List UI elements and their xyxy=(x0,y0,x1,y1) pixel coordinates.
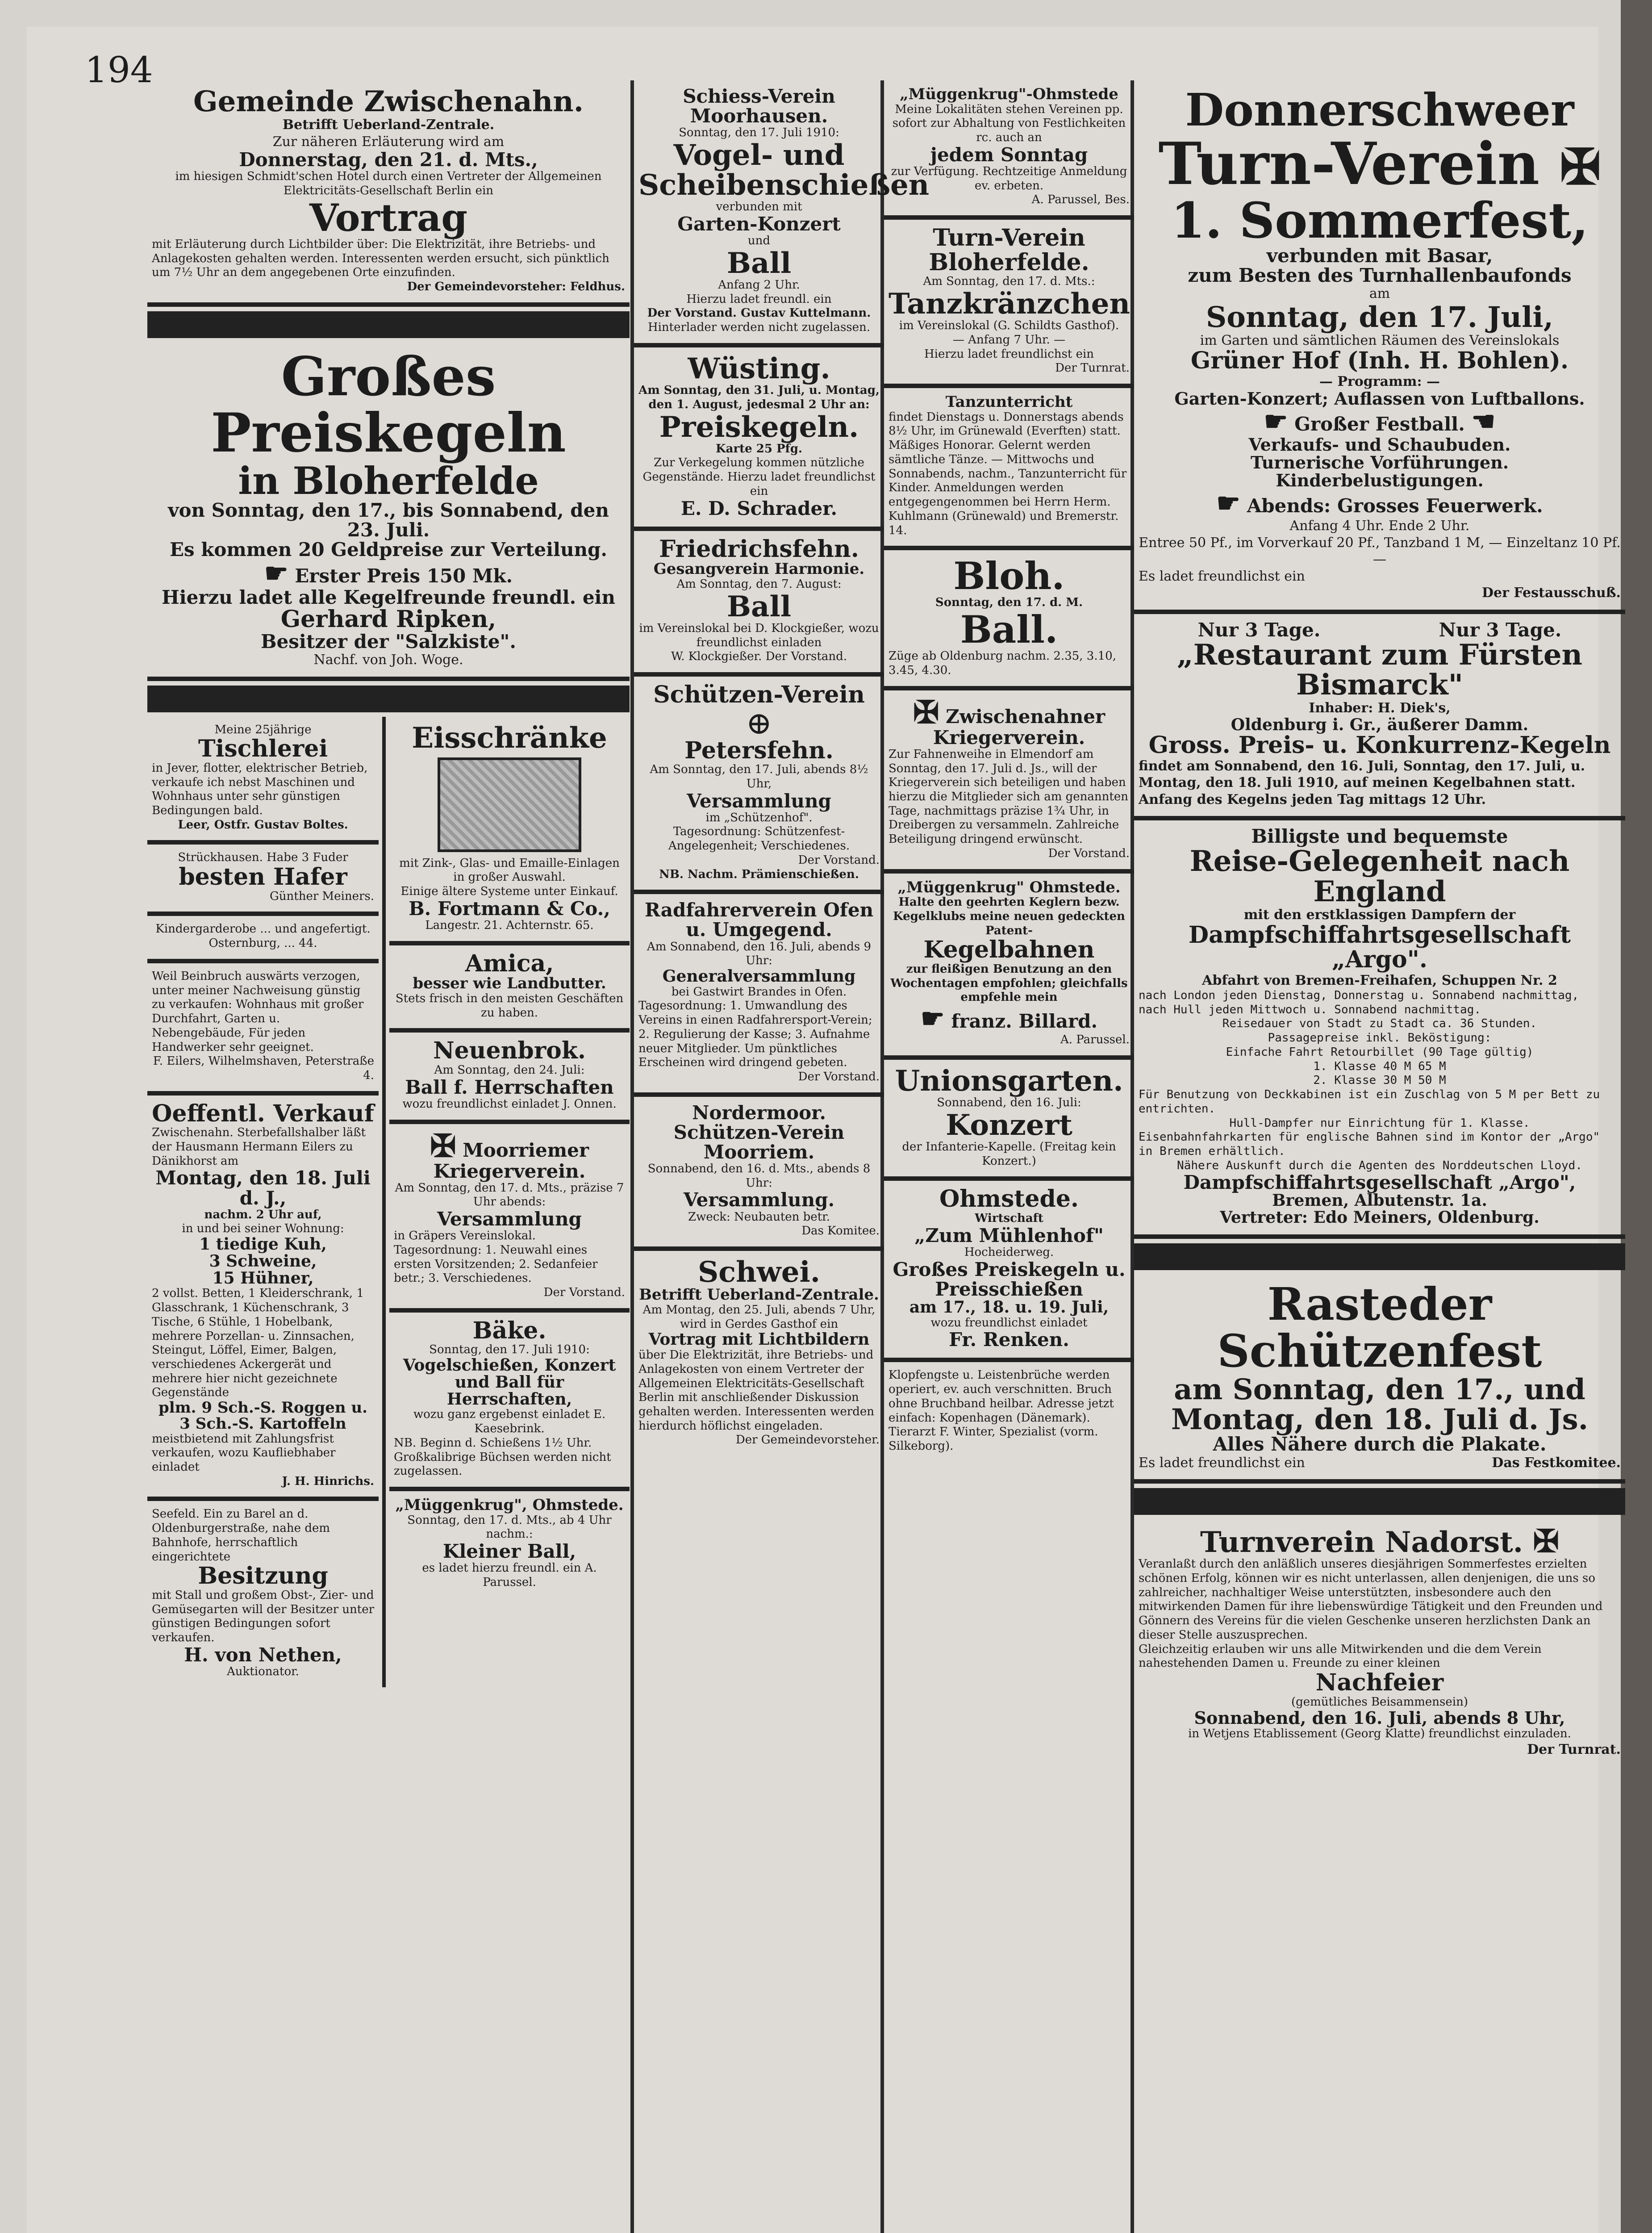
ad-event: Konzert xyxy=(946,1108,1072,1142)
ad-text: Eisenbahnfahrkarten für englische Bahnen sind im Kontor der „Argo" in Bremen erhältlich. xyxy=(1139,1130,1600,1158)
page-edge-shadow xyxy=(1621,0,1652,2233)
column-1-right-ads xyxy=(386,717,630,1687)
ad-price-row: 1. Klasse 40 M 65 M xyxy=(1313,1059,1446,1073)
column-4 xyxy=(1134,80,1625,2233)
ad-signature: E. D. Schrader. xyxy=(680,497,838,519)
ad-signature: A. Parussel, Bes. xyxy=(1031,193,1130,207)
ad-programme-item: Verkaufs- und Schaubuden. xyxy=(1248,435,1511,455)
turner-cross-icon: ✠ xyxy=(1560,138,1601,196)
ad-programme-item: Turnerische Vorführungen. xyxy=(1250,452,1509,473)
ad-text: in großer Auswahl. xyxy=(453,870,566,884)
ad-body: in Gräpers Vereinslokal. Tagesordnung: 1. Neuwahl eines ersten Vorsitzenden; 2. Sedanfeier betr.; 3. Verschiedenes. xyxy=(394,1229,598,1285)
ad-event: Garten-Konzert xyxy=(677,213,841,235)
ad-subtitle: Gesangverein Harmonie. xyxy=(653,560,865,578)
ad-subtitle: Betrifft Ueberland-Zentrale. xyxy=(639,1286,879,1304)
ad-name: „Zum Mühlenhof" xyxy=(914,1224,1104,1246)
ad-signature: Der Turnrat. xyxy=(1055,361,1130,375)
ad-title: Tischlerei xyxy=(198,735,328,763)
ad-title: „Müggenkrug", Ohmstede. xyxy=(395,1496,624,1514)
pointing-hand-icon: ☛ xyxy=(264,558,288,590)
ad-location: im Vereinslokal (G. Schildts Gasthof). xyxy=(899,319,1119,333)
ad-text: Anfang 2 Uhr. xyxy=(718,278,800,292)
ad-programme-text: Abends: Grosses Feuerwerk. xyxy=(1247,495,1543,517)
ad-programme-item xyxy=(1139,489,1621,518)
ad-baeke xyxy=(389,1313,630,1491)
ad-time: nachm. 2 Uhr auf, xyxy=(204,1208,322,1221)
ad-signature: J. H. Hinrichs. xyxy=(282,1474,375,1488)
ad-title-text: Zwischenahner Kriegerverein. xyxy=(933,705,1106,749)
ad-title: Amica, xyxy=(465,949,554,977)
ad-text: — Anfang 7 Uhr. — xyxy=(952,333,1066,347)
ad-body: Zur Fahnenweihe in Elmendorf am Sonntag, den 17. Juli d. Js., will der Kriegerverein sich beteiligen und haben hierzu die Mitglieder sich am genannten Tage, nachmittags präzise 1¾ Uhr, in Dreibergen zu versammeln. Zahlreiche Beteiligung dringend erwünscht. xyxy=(889,747,1128,846)
page-number: 194 xyxy=(85,49,153,91)
ad-turnverein-nadorst xyxy=(1134,1519,1625,1766)
ad-title xyxy=(394,1127,625,1182)
iron-cross-icon: ✠ xyxy=(913,693,939,731)
divider-bar xyxy=(1134,1243,1625,1270)
ad-body: findet Dienstags u. Donnerstags abends 8½ Uhr, im Grünewald (Everften) statt. Mäßiges Honorar. Gelernt werden sämtliche Tänze. — Mittwochs und Sonnabends, nachm., Tanzunterricht für Kinder. Anmeldungen werden entgegengenommen bei Herrn Herm. Kuhlmann (Grünewald) und Bremerstr. 14. xyxy=(889,410,1127,537)
ad-text: Passagepreise inkl. Beköstigung: xyxy=(1268,1031,1492,1045)
ad-note: Züge ab Oldenburg nachm. 2.35, 3.10, 3.45, 4.30. xyxy=(889,649,1116,677)
ad-prize xyxy=(152,560,625,588)
ad-item: 3 Schweine, xyxy=(209,1251,317,1271)
ad-subtitle: (gemütliches Beisammensein) xyxy=(1291,1695,1468,1709)
ad-rasteder-schuetzenfest xyxy=(1134,1275,1625,1484)
divider-bar xyxy=(147,311,630,338)
ad-unionsgarten xyxy=(884,1060,1134,1181)
divider-bar xyxy=(1134,1488,1625,1515)
column-rule xyxy=(630,80,634,2233)
ad-hafer xyxy=(147,845,379,916)
ad-event: Vortrag mit Lichtbildern xyxy=(648,1330,870,1349)
ad-headline: Vortrag xyxy=(309,195,467,240)
ad-event: Ball f. Herrschaften xyxy=(405,1076,614,1098)
ad-title: Radfahrerverein Ofen u. Umgegend. xyxy=(644,899,874,941)
ad-firm: B. Fortmann & Co., xyxy=(409,897,610,920)
column-2 xyxy=(634,80,930,2233)
ad-representative: Vertreter: Edo Meiners, Oldenburg. xyxy=(1220,1208,1539,1227)
ad-date: Sonntag, den 17. d. M. xyxy=(935,596,1083,610)
ad-zwischenahner-kriegerverein xyxy=(884,690,1134,874)
ad-body: in Jever, flotter, elektrischer Betrieb, verkaufe ich nebst Maschinen und Wohnhaus unter sehr günstigen Bedingungen bald. xyxy=(152,761,368,817)
ad-restaurant-fuerst-bismarck xyxy=(1134,614,1625,821)
ad-signature: Der Gemeindevorsteher. xyxy=(735,1433,880,1447)
ad-signature: Der Vorstand. xyxy=(543,1286,625,1300)
ad-invite: Es ladet freundlichst ein xyxy=(1139,1455,1305,1471)
ad-wohnhaus xyxy=(147,963,379,1096)
ad-body: im Vereinslokal bei D. Klockgießer, wozu freundlichst einladen xyxy=(639,621,879,649)
ad-text: Kindergarderobe ... und angefertigt. Osternburg, ... 44. xyxy=(155,922,371,950)
ad-date: Donnerstag, den 21. d. Mts., xyxy=(239,149,538,171)
ad-text: Einige ältere Systeme unter Einkauf. xyxy=(400,885,618,899)
ad-event: Versammlung xyxy=(437,1208,582,1230)
ad-price-row: 2. Klasse 30 M 50 M xyxy=(1313,1074,1446,1087)
ad-date: Am Montag, den 25. Juli, abends 7 Uhr, wird in Gerdes Gasthof ein xyxy=(642,1303,876,1331)
ad-body: Veranlaßt durch den anläßlich unseres diesjährigen Sommerfestes erzielten schönen Erfolg, können wir es nicht unterlassen, allen denjenigen, die uns so zahlreicher, nachhaltiger Weise unterstützten, insbesondere auch den mitwirkenden Damen für ihre liebenswürdige Tätigkeit und den Freunden und Gönnern des Vereins für die vielen Geschenke unseren herzlichsten Dank an dieser Stelle auszusprechen. xyxy=(1139,1557,1603,1642)
ad-body: Tagesordnung: Schützenfest-Angelegenheit; Verschiedenes. xyxy=(668,825,850,853)
ad-tanzunterricht xyxy=(884,388,1134,550)
ad-title: „Restaurant zum Fürsten Bismarck" xyxy=(1176,638,1583,702)
ad-title: „Müggenkrug" Ohmstede. xyxy=(897,878,1121,896)
ad-programme-item xyxy=(1139,408,1621,436)
ad-text: am xyxy=(1369,286,1390,302)
ad-text: Für Benutzung von Deckkabinen ist ein Zuschlag von 5 M per Bett zu entrichten. xyxy=(1139,1088,1600,1116)
ad-event: Kleiner Ball, xyxy=(442,1540,576,1563)
ad-where: in und bei seiner Wohnung: xyxy=(182,1222,344,1236)
ad-banner-text: Nur 3 Tage. xyxy=(1439,619,1562,641)
ad-date: Sonnabend, den 16. Juli, abends 8 Uhr, xyxy=(1194,1708,1565,1728)
ad-footer xyxy=(1139,1455,1621,1472)
ad-place: Petersfehn. xyxy=(684,736,834,764)
ad-text: Zur näheren Erläuterung wird am xyxy=(272,134,505,150)
ad-purpose: zum Besten des Turnhallenbaufonds xyxy=(1188,264,1572,287)
ad-programme-text: Großer Festball. xyxy=(1294,413,1465,435)
ad-neuenbrok xyxy=(389,1033,630,1124)
pointing-hand-icon: ☛ xyxy=(1264,406,1288,438)
ad-signature: Günther Meiners. xyxy=(270,889,375,903)
ad-reise-england xyxy=(1134,820,1625,1239)
ad-oeffentl-verkauf xyxy=(147,1096,379,1501)
ad-event: Versammlung. xyxy=(683,1189,835,1211)
ad-text: Anfang 4 Uhr. Ende 2 Uhr. xyxy=(1289,518,1470,534)
ad-body: zur Verfügung. Rechtzeitige Anmeldung ev. erbeten. xyxy=(891,164,1127,192)
ad-location: in Wetjens Etablissement (Georg Klatte) freundlichst einzuladen. xyxy=(1188,1727,1571,1741)
ad-location: im „Schützenhof". xyxy=(705,811,813,824)
ad-text: wozu freundlichst einladet xyxy=(930,1316,1088,1330)
ad-item xyxy=(889,1005,1130,1033)
ad-role: Besitzer der "Salzkiste". xyxy=(261,630,516,652)
ad-body: Halte den geehrten Keglern bezw. Kegelklubs meine neuen gedeckten Patent- xyxy=(893,895,1125,937)
ad-body: Weil Beinbruch auswärts verzogen, unter meiner Nachweisung günstig zu verkaufen: Wohnhaus mit großer Durchfahrt, Garten u. Nebengebäude, Für jeden Handwerker sehr geeignet. xyxy=(152,969,364,1054)
ad-body: Gleichzeitig erlauben wir uns alle Mitwirkenden und die dem Verein nahestehenden Damen u. Freunde zu einer kleinen xyxy=(1139,1642,1542,1670)
ad-title: Bäke. xyxy=(472,1317,546,1344)
ad-title: besten Hafer xyxy=(179,863,347,891)
ad-with: verbunden mit Basar, xyxy=(1266,245,1493,267)
ad-text: Hierzu ladet freundlichst ein xyxy=(924,347,1094,361)
ad-text: Strückhausen. Habe 3 Fuder xyxy=(178,851,348,865)
ad-intro: Meine 25jährige xyxy=(214,723,312,736)
target-crossed-rifles-icon: ⊕ xyxy=(746,704,772,741)
iron-cross-icon: ✠ xyxy=(430,1127,456,1164)
ad-tischlerei xyxy=(147,717,379,845)
ad-signature: Der Vorstand. xyxy=(798,853,880,867)
ad-signature: Der Turnrat. xyxy=(1527,1741,1621,1757)
ad-event: und Ball für Herrschaften, xyxy=(446,1372,572,1409)
ad-title: Eisschränke xyxy=(412,721,607,755)
ad-dates: am 17., 18. u. 19. Juli, xyxy=(909,1297,1109,1317)
ad-body: der Infanterie-Kapelle. (Freitag kein Konzert.) xyxy=(902,1140,1116,1168)
ad-title: Rasteder Schützenfest xyxy=(1217,1278,1542,1378)
ad-title: Schiess-Verein Moorhausen. xyxy=(683,85,835,127)
ad-donnerschweer-turnverein xyxy=(1134,80,1625,614)
ad-turn-verein-bloherfelde xyxy=(884,220,1134,388)
ad-signature: Der Vorstand. Gustav Kuttelmann. xyxy=(647,306,871,320)
ad-programme-item: Kinderbelustigungen. xyxy=(1276,470,1484,491)
ad-body: Meine Lokalitäten stehen Vereinen pp. sofort zur Abhaltung von Festlichkeiten rc. auch an xyxy=(892,102,1126,145)
column-1 xyxy=(147,80,630,2233)
ad-title xyxy=(1139,130,1621,198)
ad-date: Sonnabend, den 16. d. Mts., abends 8 Uhr: xyxy=(647,1162,871,1190)
ad-body: Klopfengste u. Leistenbrüche werden operiert, ev. auch verschnitten. Bruch ohne Bruchband heilbar. Adresse jetzt einfach: Kopenhagen (Dänemark). Tierarzt F. Winter, Spezialist (vorm. Silkeborg). xyxy=(889,1368,1114,1453)
ad-date: Am Sonntag, den 17. d. Mts.: xyxy=(923,275,1095,289)
ad-text: verbunden mit xyxy=(716,200,802,214)
ad-event: Tanzkränzchen xyxy=(889,287,1130,321)
divider-bar xyxy=(147,686,630,712)
ad-date: Sonntag, den 17. d. Mts., ab 4 Uhr nachm.: xyxy=(407,1513,612,1541)
ad-event: Ball xyxy=(726,590,792,623)
ad-text: Entree 50 Pf., im Vorverkauf 20 Pf., Tanzband 1 M, — Einzeltanz 10 Pf. — xyxy=(1139,535,1621,568)
ad-body: mit Erläuterung durch Lichtbilder über: Die Elektrizität, ihre Betriebs- und Anlagekosten gehalten werden. Interessenten werden ersucht, sich pünktlich um 7½ Uhr an dem angegebenen Orte einzufinden. xyxy=(152,237,609,280)
ad-price: Karte 25 Pfg. xyxy=(716,442,802,456)
ad-ohmstede-muehlenhof xyxy=(884,1181,1134,1362)
ad-event: Gross. Preis- u. Konkurrenz-Kegeln xyxy=(1148,732,1611,759)
ad-item: 15 Hühner, xyxy=(212,1268,314,1288)
ad-signature: Der Festausschuß. xyxy=(1481,585,1621,601)
ad-preiskegeln-bloherfelde xyxy=(147,343,630,681)
ad-invite: Hierzu ladet alle Kegelfreunde freundl. ein xyxy=(161,586,616,609)
ad-signature: F. Eilers, Wilhelmshaven, Peterstraße 4. xyxy=(153,1054,375,1082)
ad-body: Tagesordnung: 1. Umwandlung des Vereins in einen Radfahrersport-Verein; 2. Regulierung der Kasse; 3. Aufnahme neuer Mitglieder. Um pünktliches Erscheinen wird dringend gebeten. xyxy=(638,999,872,1070)
column-3 xyxy=(884,80,1134,2233)
ad-signature: Das Festkomitee. xyxy=(1492,1455,1621,1471)
ad-title-text: Moorriemer Kriegerverein. xyxy=(433,1139,589,1182)
ad-date: Am Sonntag, den 31. Juli, u. Montag, den 1. August, jedesmal 2 Uhr an: xyxy=(638,384,880,411)
ad-tierarzt xyxy=(884,1362,1134,1461)
ad-side-text: mit Zink-, Glas- und Emaille-Einlagen xyxy=(399,856,620,870)
column-1-left-ads xyxy=(147,717,386,1687)
ad-signature: Fr. Renken. xyxy=(949,1329,1069,1351)
ad-title: Turn-Verein xyxy=(933,224,1085,252)
ad-location: Oldenburg i. Gr., äußerer Damm. xyxy=(1231,715,1529,734)
ad-signature: Der Gemeindevorsteher: Feldhus. xyxy=(407,280,625,294)
ad-body: 2 vollst. Betten, 1 Kleiderschrank, 1 Glasschrank, 1 Küchenschrank, 3 Tische, 6 Stühle, 1 Hobelbank, mehrere Porzellan- u. Zinnsachen, Steingut, Löffel, Eimer, Balgen, verschiedenes Ackergerät und mehrere hier nicht gezeichnete Gegenstände xyxy=(152,1287,364,1400)
ad-nordermoor xyxy=(634,1097,884,1251)
ad-event: Vogelschießen, Konzert xyxy=(403,1356,616,1375)
ad-note: NB. Nachm. Prämienschießen. xyxy=(659,867,859,881)
ad-date: Sonntag, den 17. Juli 1910: xyxy=(679,126,839,140)
ad-owner: Inhaber: H. Diek's, xyxy=(1309,700,1451,716)
ad-schwei xyxy=(634,1251,884,1455)
ad-body: meistbietend mit Zahlungsfrist verkaufen, wozu Kaufliebhaber einladet xyxy=(152,1432,336,1474)
ad-event: 1. Sommerfest, xyxy=(1171,191,1589,249)
ad-body: mit Stall und großem Obst-, Zier- und Gemüsegarten will der Besitzer unter günstigen Bedingungen sofort verkaufen. xyxy=(152,1588,375,1645)
ad-note: Hinterlader werden nicht zugelassen. xyxy=(647,321,871,335)
ad-event: Ball xyxy=(726,246,792,280)
turner-cross-icon: ✠ xyxy=(1533,1522,1559,1560)
ad-title: „Müggenkrug"-Ohmstede xyxy=(900,85,1118,103)
ad-title: Schützen-Verein xyxy=(653,681,865,708)
ad-event: Vogel- und Scheibenschießen xyxy=(638,138,930,202)
ad-title: Tanzunterricht xyxy=(945,393,1073,411)
ad-signature: wozu freundlichst einladet J. Onnen. xyxy=(402,1097,617,1111)
ad-mueggenkrug-kegelbahnen xyxy=(884,874,1134,1060)
ad-text: und xyxy=(747,234,771,248)
ad-title: Donnerschweer xyxy=(1185,84,1574,136)
ad-place: Bloherfelde. xyxy=(929,248,1089,276)
ad-title: Neuenbrok. xyxy=(433,1037,586,1065)
ad-title: Gemeinde Zwischenahn. xyxy=(193,85,584,118)
ad-title xyxy=(889,693,1130,749)
ad-title: Unionsgarten. xyxy=(895,1064,1123,1098)
pointing-hand-icon: ☛ xyxy=(920,1003,945,1035)
ad-event: jedem Sonntag xyxy=(930,143,1088,166)
ad-schuetzen-verein-petersfehn xyxy=(634,677,884,894)
ad-title: Reise-Gelegenheit nach England xyxy=(1189,845,1570,908)
ad-title: Friedrichsfehn. xyxy=(659,535,859,563)
ad-date: am Sonntag, den 17., und xyxy=(1174,1373,1585,1407)
ad-signature: wozu ganz ergebenst einladet E. Kaesebrink. xyxy=(413,1408,606,1436)
ad-signature: es ladet hierzu freundl. ein A. Parussel. xyxy=(422,1561,597,1589)
ad-signature: A. Parussel. xyxy=(1060,1033,1130,1047)
ad-body: findet am Sonnabend, den 16. Juli, Sonntag, den 17. Juli, u. Montag, den 18. Juli 1910, auf meinen Kegelbahnen statt. Anfang des Kegelns jeden Tag mittags 12 Uhr. xyxy=(1139,758,1585,807)
ad-eisschraenke xyxy=(389,717,630,945)
ad-text: im hiesigen Schmidt'schen Hotel durch einen Vertreter der Allgemeinen Elektricitäts-Gesellschaft Berlin ein xyxy=(175,170,602,197)
ad-radfahrerverein xyxy=(634,894,884,1096)
ad-body: zur fleißigen Benutzung an den Wochentagen empfohlen; gleichfalls empfehle mein xyxy=(890,962,1128,1004)
ad-text: mit den erstklassigen Dampfern der xyxy=(1243,907,1516,923)
ad-price-header: Einfache Fahrt Retourbillet (90 Tage gültig) xyxy=(1226,1045,1534,1059)
ad-body: Zur Verkegelung kommen nützliche Gegenstände. Hierzu ladet freundlichst ein xyxy=(642,456,876,498)
ad-date: Sonnabend, den 16. Juli: xyxy=(937,1096,1081,1110)
ad-title: Nordermoor. Schützen-Verein Moorriem. xyxy=(673,1101,845,1163)
ad-date: Am Sonntag, den 7. August: xyxy=(676,577,842,591)
ad-note: Nachf. von Joh. Woge. xyxy=(313,652,463,668)
ad-first-prize: Erster Preis 150 Mk. xyxy=(295,565,513,587)
ad-programme-heading: — Programm: — xyxy=(1319,373,1440,389)
ad-date: Am Sonnabend, den 16. Juli, abends 9 Uhr: xyxy=(647,940,872,968)
ad-role: Auktionator. xyxy=(227,1664,299,1678)
ad-moorriemer-kriegerverein xyxy=(389,1124,630,1313)
ad-location: Grüner Hof (Inh. H. Bohlen). xyxy=(1190,347,1569,375)
ad-title-text: Turn-Verein xyxy=(1158,130,1540,198)
ad-event: Nachfeier xyxy=(1315,1668,1444,1696)
ad-body: Zwischenahn. Sterbefallshalber läßt der Hausmann Hermann Eilers zu Dänikhorst am xyxy=(152,1126,366,1168)
ad-text: Reisedauer von Stadt zu Stadt ca. 36 Stunden. xyxy=(1222,1017,1537,1031)
ad-name: Gerhard Ripken, xyxy=(280,606,496,633)
ad-signature: Das Komitee. xyxy=(801,1224,880,1238)
ad-text: im Garten und sämtlichen Räumen des Vereinslokals xyxy=(1200,332,1560,348)
ad-subtitle: Betrifft Ueberland-Zentrale. xyxy=(282,117,495,133)
ad-address: Langestr. 21. Achternstr. 65. xyxy=(425,918,594,932)
ad-text: Es kommen 20 Geldpreise zur Verteilung. xyxy=(169,539,608,561)
ad-date: Am Sonntag, den 17. Juli, abends 8½ Uhr, xyxy=(650,763,868,790)
ad-subtitle: Wirtschaft xyxy=(975,1212,1043,1225)
ad-subtitle: besser wie Landbutter. xyxy=(413,974,606,993)
pointing-hand-icon: ☚ xyxy=(1471,406,1496,438)
ad-text: Alles Nähere durch die Plakate. xyxy=(1213,1433,1547,1455)
ad-title: Großes Preiskegeln xyxy=(211,345,566,464)
ad-banner-text: Nur 3 Tage. xyxy=(1197,619,1321,641)
ad-gemeinde-zwischenahn xyxy=(147,80,630,307)
ad-amica xyxy=(389,945,630,1033)
ad-date: Montag, den 18. Juli d. Js. xyxy=(1171,1403,1588,1437)
ad-schedule: nach London jeden Dienstag, Donnerstag u. Sonnabend nachmittag, xyxy=(1139,989,1579,1003)
ad-event: Preiskegeln. xyxy=(659,410,859,444)
ad-item: 3 Sch.-S. Kartoffeln xyxy=(179,1414,346,1433)
ad-signature: Der Vorstand. xyxy=(798,1070,880,1084)
ad-event: Kegelbahnen xyxy=(923,936,1095,964)
ad-event: Versammlung xyxy=(687,790,831,812)
ad-dates: von Sonntag, den 17., bis Sonnabend, den 23. Juli. xyxy=(168,499,609,541)
ad-banner xyxy=(1139,620,1621,640)
ad-note: NB. Beginn d. Schießens 1½ Uhr. Großkalibrige Büchsen werden nicht zugelassen. xyxy=(394,1436,611,1478)
ad-title: Besitzung xyxy=(198,1562,328,1590)
ad-billard: franz. Billard. xyxy=(951,1010,1098,1033)
ad-text: Nähere Auskunft durch die Agenten des Norddeutschen Lloyd. xyxy=(1177,1158,1582,1172)
ad-date: Am Sonntag, den 24. Juli: xyxy=(434,1063,585,1077)
ad-friedrichsfehn xyxy=(634,531,884,677)
ad-text: Seefeld. Ein zu Barel an d. Oldenburgerstraße, nahe dem Bahnhofe, herrschaftlich eingerichtete xyxy=(152,1507,330,1564)
ad-body: über Die Elektrizität, ihre Betriebs- und Anlagekosten von einem Vertreter der Allgemeinen Elektricitäts-Gesellschaft Berlin mit anschließender Diskussion gehalten werden. Interessenten werden hierdurch höflichst eingeladen. xyxy=(638,1348,874,1433)
ad-departure: Abfahrt von Bremen-Freihafen, Schuppen Nr. 2 xyxy=(1202,972,1557,988)
ad-item: plm. 9 Sch.-S. Roggen u. xyxy=(159,1399,368,1417)
ad-firm: Dampfschiffahrtsgesellschaft „Argo". xyxy=(1188,921,1571,973)
ad-event: Großes Preiskegeln u. Preisschießen xyxy=(893,1258,1126,1300)
ad-title: Oeffentl. Verkauf xyxy=(152,1100,374,1127)
ad-title: Bloh. xyxy=(953,554,1065,598)
ad-mueggenkrug-ball xyxy=(389,1491,630,1598)
ad-date: Am Sonntag, den 17. d. Mts., präzise 7 Uhr abends: xyxy=(395,1181,624,1209)
ad-schedule: nach Hull jeden Mittwoch u. Sonnabend nachmittag. xyxy=(1139,1003,1481,1016)
ad-date: Montag, den 18. Juli d. J., xyxy=(155,1167,371,1209)
pointing-hand-icon: ☛ xyxy=(1216,488,1241,519)
ad-event: Ball. xyxy=(960,607,1058,652)
ad-title: Schwei. xyxy=(697,1255,821,1289)
ad-subtitle: Billigste und bequemste xyxy=(1251,825,1508,848)
ad-text: Hocheiderweg. xyxy=(964,1245,1054,1259)
ad-wuesting xyxy=(634,347,884,531)
ad-event: Generalversammlung xyxy=(662,966,856,986)
ad-body: Zweck: Neubauten betr. xyxy=(688,1210,830,1224)
ad-date: Sonntag, den 17. Juli, xyxy=(1206,300,1553,334)
ad-invite: Es ladet freundlichst ein xyxy=(1139,568,1305,584)
ad-firm: Dampfschiffahrtsgesellschaft „Argo", xyxy=(1183,1171,1576,1194)
ad-kindergarderobe xyxy=(147,916,379,963)
ad-besitzung xyxy=(147,1501,379,1687)
ad-text: Hull-Dampfer nur Einrichtung für 1. Klasse. xyxy=(1229,1116,1530,1130)
ad-date: Sonntag, den 17. Juli 1910: xyxy=(429,1343,590,1357)
ad-title: Wüsting. xyxy=(688,351,830,385)
icebox-illustration xyxy=(438,757,582,852)
ad-bloh xyxy=(884,550,1134,690)
ad-title-text: Turnverein Nadorst. xyxy=(1200,1526,1523,1560)
ad-mueggenkrug-lokalitaeten xyxy=(884,80,1134,220)
ad-name: H. von Nethen, xyxy=(184,1643,342,1666)
ad-address: Bremen, Albutenstr. 1a. xyxy=(1272,1191,1487,1210)
ad-signature: Der Vorstand. xyxy=(1048,846,1130,860)
ad-item: 1 tiedige Kuh, xyxy=(199,1235,327,1254)
column-1-lower xyxy=(147,717,630,1687)
ad-title: Ohmstede. xyxy=(939,1185,1079,1213)
ad-schiess-verein xyxy=(634,80,930,347)
ad-text: Hierzu ladet freundl. ein xyxy=(686,292,832,306)
ad-programme-item: Garten-Konzert; Auflassen von Luftballons. xyxy=(1174,389,1585,409)
ad-title xyxy=(1139,1522,1621,1560)
ad-signature: W. Klockgießer. Der Vorstand. xyxy=(671,650,847,664)
ad-place: in Bloherfelde xyxy=(238,458,539,503)
ad-body: Stets frisch in den meisten Geschäften zu haben. xyxy=(395,991,624,1020)
ad-signature: Leer, Ostfr. Gustav Boltes. xyxy=(178,818,348,832)
ad-location: bei Gastwirt Brandes in Ofen. xyxy=(671,985,847,999)
